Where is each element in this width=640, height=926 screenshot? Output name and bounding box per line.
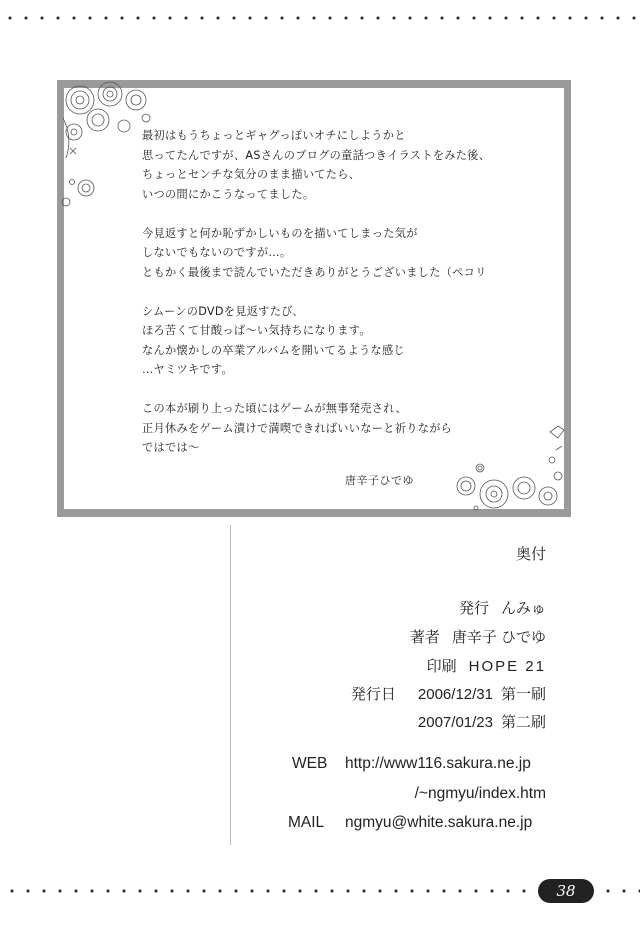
publisher-label: 発行: [458, 600, 489, 617]
afterword-line: この本が刷り上った頃にはゲームが無事発売され、: [142, 402, 407, 415]
date-value-1: 2006/12/31: [417, 686, 493, 703]
afterword-line: 今見返すと何か恥ずかしいものを描いてしまった気が: [142, 226, 418, 240]
afterword-line: なんか懐かしの卒業アルバムを開いてるような感じ: [142, 343, 405, 357]
author-label: 著者: [409, 629, 440, 646]
colophon-publisher-row: [459, 597, 546, 618]
afterword-line: 最初はもうちょっとギャグっぽいオチにしようかと: [142, 129, 406, 142]
web-label: WEB: [292, 755, 328, 772]
afterword-line: ではでは～: [142, 441, 200, 454]
edition-2: 第二刷: [500, 714, 546, 731]
page-number-badge: 38: [538, 879, 594, 903]
afterword-line: ちょっとセンチな気分のまま描いてたら、: [142, 168, 361, 181]
bottom-dotted-border-right: [596, 887, 640, 895]
printer-label: 印刷: [426, 658, 457, 675]
afterword-paragraph: [142, 224, 562, 283]
afterword-signature: 唐辛子ひでゆ: [345, 474, 414, 487]
web-url-line-2[interactable]: /~ngmyu/index.htm: [414, 785, 546, 802]
afterword-line: いつの間にかこうなってました。: [142, 187, 315, 201]
afterword-paragraph: [142, 399, 562, 458]
afterword-line: …ヤミツキです。: [142, 363, 234, 376]
mail-label: MAIL: [288, 814, 325, 831]
date-value-2: 2007/01/23: [417, 714, 493, 731]
author-value: 唐辛子 ひでゆ: [451, 629, 546, 646]
afterword-paragraph: [142, 126, 562, 204]
web-url-line-1[interactable]: http://www116.sakura.ne.jp: [345, 755, 531, 772]
afterword-line: しないでもないのですが…。: [142, 246, 292, 259]
top-dotted-border: [0, 14, 640, 22]
edition-1: 第一刷: [500, 686, 546, 703]
colophon-title: 奥付: [515, 546, 546, 563]
colophon-divider: [230, 525, 231, 845]
colophon-author-row: [410, 626, 546, 647]
mail-address[interactable]: ngmyu@white.sakura.ne.jp: [345, 814, 533, 831]
printer-value: HOPE 21: [468, 658, 546, 675]
afterword-line: ほろ苦くて甘酸っぱ～い気持ちになります。: [142, 324, 371, 337]
afterword-paragraph: [142, 302, 562, 380]
colophon-date-row-1: [351, 683, 546, 704]
publisher-value: んみゅ: [500, 600, 546, 617]
afterword-line: 正月休みをゲーム漬けで満喫できればいいなーと祈りながら: [142, 421, 453, 435]
afterword-line: ともかく最後まで読んでいただきありがとうございました（ペコリ: [142, 265, 487, 279]
bottom-dotted-border: [0, 887, 535, 895]
colophon-date-row-2: [418, 711, 546, 732]
date-label: 発行日: [350, 686, 396, 703]
colophon-printer-row: [427, 655, 546, 676]
afterword-line: 思ってたんですが、ASさんのブログの童話つきイラストをみた後、: [142, 148, 491, 162]
afterword-text: [142, 126, 562, 477]
afterword-line: シムーンのDVDを見返すたび、: [142, 304, 304, 318]
